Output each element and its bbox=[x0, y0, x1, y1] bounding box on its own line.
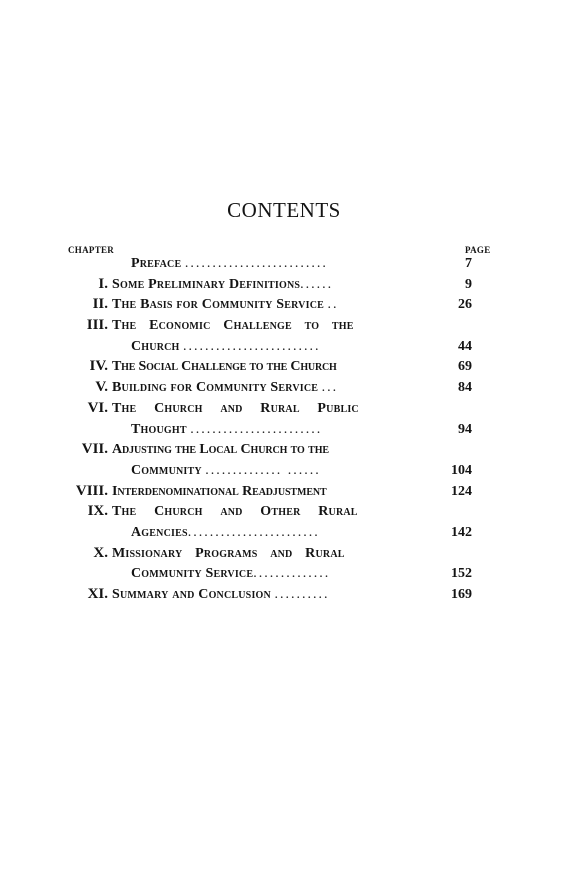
chapter-title-line-2: Agencies bbox=[131, 524, 188, 540]
toc-entry-3-continued bbox=[0, 337, 568, 358]
chapter-title-line-1: Adjusting the Local Church to the bbox=[112, 442, 329, 458]
leader-dots: ...... bbox=[300, 276, 334, 292]
toc-entry-1 bbox=[0, 275, 568, 296]
leader-dots: .. bbox=[327, 297, 339, 313]
chapter-title bbox=[112, 504, 472, 520]
chapter-title-line-1: Missionary Programs and Rural bbox=[112, 545, 345, 561]
chapter-title bbox=[112, 401, 472, 417]
leader-dots: .............. bbox=[253, 566, 331, 582]
page-number: 94 bbox=[458, 421, 472, 437]
page-number: 69 bbox=[458, 359, 472, 375]
toc-entry-5 bbox=[0, 378, 568, 399]
chapter-title bbox=[112, 484, 472, 500]
page-number: 7 bbox=[465, 256, 472, 271]
chapter-number: V. bbox=[95, 379, 108, 396]
chapter-title-line-2: Church bbox=[131, 338, 180, 354]
leader-dots: .......... bbox=[274, 587, 330, 602]
toc-entry-preface bbox=[0, 254, 568, 275]
page-number: 9 bbox=[465, 276, 472, 292]
leader-dots: .......................... bbox=[184, 256, 328, 271]
toc-entry-7 bbox=[0, 440, 568, 461]
chapter-number: III. bbox=[86, 317, 108, 334]
chapter-title-line-2: Thought bbox=[131, 421, 187, 437]
chapter-title-line-1: Interdenominational Readjustment bbox=[112, 483, 327, 499]
toc-entry-11 bbox=[0, 585, 568, 606]
chapter-title-line-1: Preface bbox=[131, 256, 182, 271]
chapter-title bbox=[112, 318, 472, 334]
chapter-title-line-2: Community bbox=[131, 462, 202, 478]
chapter-number: VIII. bbox=[75, 482, 108, 499]
chapter-number: IV. bbox=[89, 358, 108, 375]
chapter-title bbox=[112, 587, 472, 603]
toc-list bbox=[0, 254, 568, 606]
toc-entry-3 bbox=[0, 316, 568, 337]
chapter-title-line-1: Some Preliminary Definitions bbox=[112, 276, 301, 292]
chapter-title bbox=[112, 359, 472, 375]
chapter-title-line-2: Community Service bbox=[131, 566, 254, 582]
toc-entry-10 bbox=[0, 544, 568, 565]
toc-entry-8 bbox=[0, 482, 568, 503]
chapter-title bbox=[112, 442, 472, 458]
chapter-title-line-1: The Church and Rural Public bbox=[112, 400, 359, 416]
chapter-title-line-1: The Social Challenge to the Church bbox=[112, 359, 337, 375]
leader-dots: ........................ bbox=[187, 524, 320, 540]
chapter-number: XI. bbox=[87, 586, 108, 602]
chapter-title bbox=[112, 297, 472, 313]
page-number: 169 bbox=[451, 587, 472, 602]
chapter-title bbox=[112, 546, 472, 562]
toc-entry-2 bbox=[0, 295, 568, 316]
page-number: 124 bbox=[451, 483, 472, 499]
chapter-column-label: CHAPTER bbox=[68, 245, 115, 255]
chapter-title-line-1: The Church and Other Rural bbox=[112, 504, 358, 520]
chapter-number: II. bbox=[92, 296, 108, 313]
leader-dots: .............. ...... bbox=[205, 462, 321, 478]
page-number: 84 bbox=[458, 380, 472, 396]
chapter-title-continued bbox=[131, 463, 491, 479]
chapter-number: I. bbox=[98, 275, 108, 292]
leader-dots: ........................ bbox=[190, 421, 323, 437]
page-number: 142 bbox=[451, 524, 472, 540]
chapter-title-continued bbox=[131, 422, 491, 438]
chapter-title-line-1: The Economic Challenge to the bbox=[112, 318, 354, 334]
chapter-number: X. bbox=[93, 544, 108, 561]
toc-entry-6 bbox=[0, 399, 568, 420]
toc-entry-6-continued bbox=[0, 420, 568, 441]
chapter-title-continued bbox=[131, 525, 491, 541]
chapter-title-continued bbox=[131, 566, 491, 582]
page-number: 26 bbox=[458, 297, 472, 313]
toc-entry-10-continued bbox=[0, 564, 568, 585]
toc-entry-9-continued bbox=[0, 523, 568, 544]
page-title: CONTENTS bbox=[227, 198, 341, 222]
chapter-title bbox=[112, 380, 472, 396]
toc-entry-9 bbox=[0, 502, 568, 523]
leader-dots: ......................... bbox=[183, 338, 321, 354]
leader-dots: ... bbox=[321, 380, 339, 396]
toc-entry-7-continued bbox=[0, 461, 568, 482]
page-column-label: PAGE bbox=[465, 245, 491, 255]
chapter-title bbox=[131, 256, 491, 272]
chapter-title-line-1: The Basis for Community Service bbox=[112, 297, 324, 313]
chapter-title-continued bbox=[131, 339, 491, 355]
chapter-number: VI. bbox=[87, 399, 108, 416]
chapter-title-line-1: Building for Community Service bbox=[112, 380, 319, 396]
chapter-number: VII. bbox=[81, 441, 108, 458]
toc-entry-4 bbox=[0, 357, 568, 378]
page-number: 44 bbox=[458, 338, 472, 354]
page-number: 104 bbox=[451, 462, 472, 478]
page-number: 152 bbox=[451, 566, 472, 582]
chapter-title bbox=[112, 277, 472, 293]
chapter-number: IX. bbox=[87, 503, 108, 520]
chapter-title-line-1: Summary and Conclusion bbox=[112, 587, 271, 602]
